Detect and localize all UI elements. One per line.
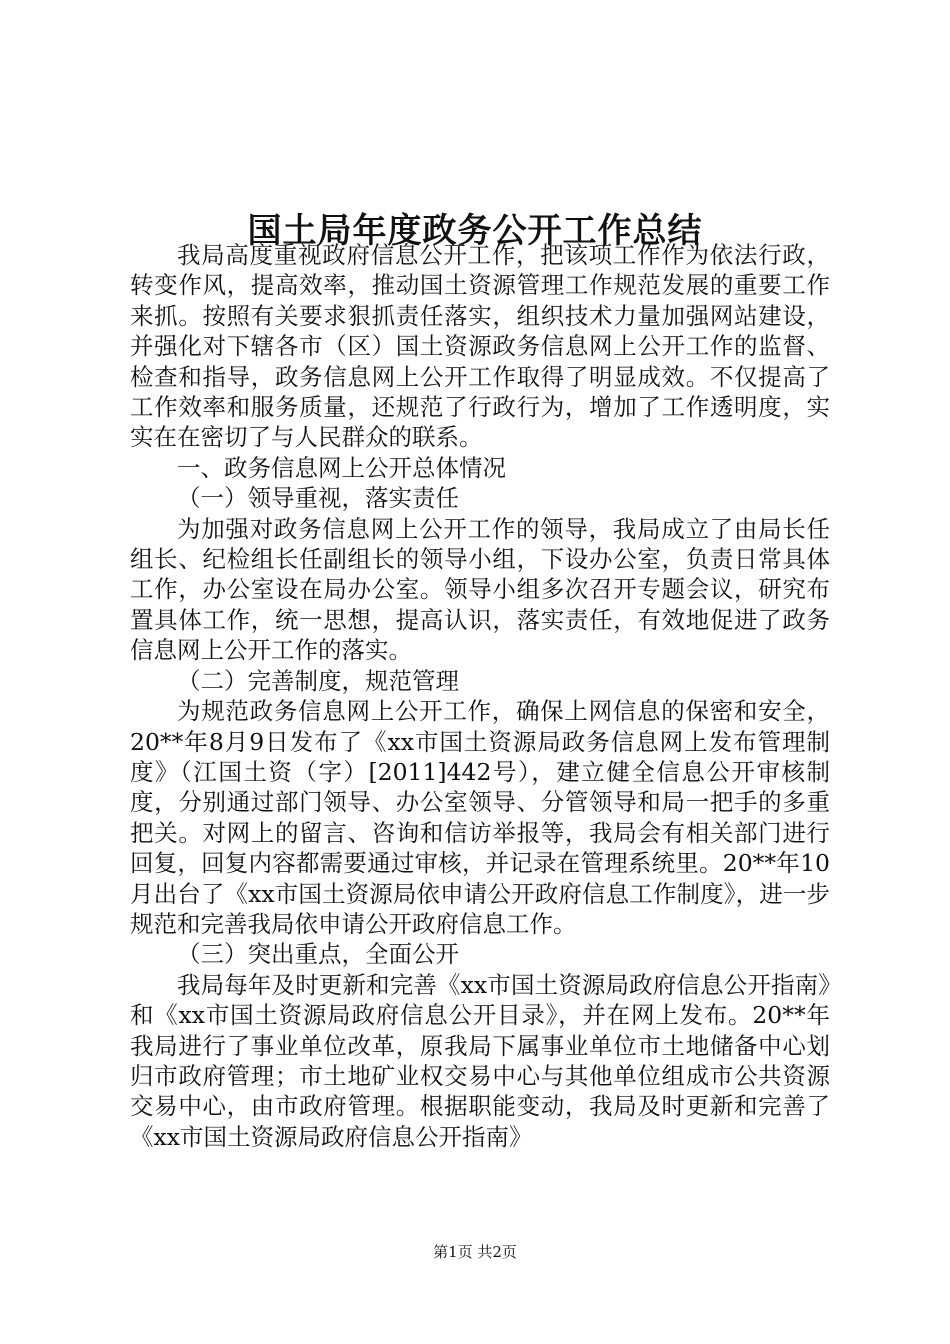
paragraph-disclosure: 我局每年及时更新和完善《xx市国土资源局政府信息公开指南》和《xx市国土资源局政府信息公开目录》，并在网上发布。20**年我局进行了事业单位改革，原我局下属事业单位市土地储备中心划归市政府管理；市土地矿业权交易中心与其他单位组成市公共资源交易中心，由市政府管理。根据职能变动，我局及时更新和完善了《xx市国土资源局政府信息公开指南》 [130,970,830,1151]
section-heading-1: 一、政务信息网上公开总体情况 [177,453,506,482]
document-title: 国土局年度政务公开工作总结 [247,210,703,251]
paragraph-rules: 为规范政务信息网上公开工作，确保上网信息的保密和安全，20**年8月9日发布了《xx市国土资源局政务信息网上发布管理制度》（江国土资（字）[2011]442号），建立健全信息公开审核制度，分别通过部门领导、办公室领导、分管领导和局一把手的多重把关。对网上的留言、咨询和信访举报等，我局会有相关部门进行回复，回复内容都需要通过审核，并记录在管理系统里。20**年10月出台了《xx市国土资源局依申请公开政府信息工作制度》，进一步规范和完善我局依申请公开政府信息工作。 [130,697,830,938]
paragraph-intro: 我局高度重视政府信息公开工作，把该项工作作为依法行政，转变作风，提高效率，推动国土资源管理工作规范发展的重要工作来抓。按照有关要求狠抓责任落实，组织技术力量加强网站建设，并强化对下辖各市（区）国土资源政务信息网上公开工作的监督、检查和指导，政务信息网上公开工作取得了明显成效。不仅提高了工作效率和服务质量，还规范了行政行为，增加了工作透明度，实实在在密切了与人民群众的联系。 [130,241,830,452]
subsection-heading-3: （三）突出重点，全面公开 [177,940,459,969]
document-body [130,240,830,1152]
subsection-heading-1: （一）领导重视，落实责任 [177,484,459,513]
paragraph-leadership: 为加强对政务信息网上公开工作的领导，我局成立了由局长任组长、纪检组长任副组长的领导小组，下设办公室，负责日常具体工作，办公室设在局办公室。领导小组多次召开专题会议，研究布置具体工作，统一思想，提高认识，落实责任，有效地促进了政务信息网上公开工作的落实。 [130,514,830,665]
subsection-heading-2: （二）完善制度，规范管理 [177,666,459,695]
page-footer: 第1页 共2页 [433,1243,517,1261]
